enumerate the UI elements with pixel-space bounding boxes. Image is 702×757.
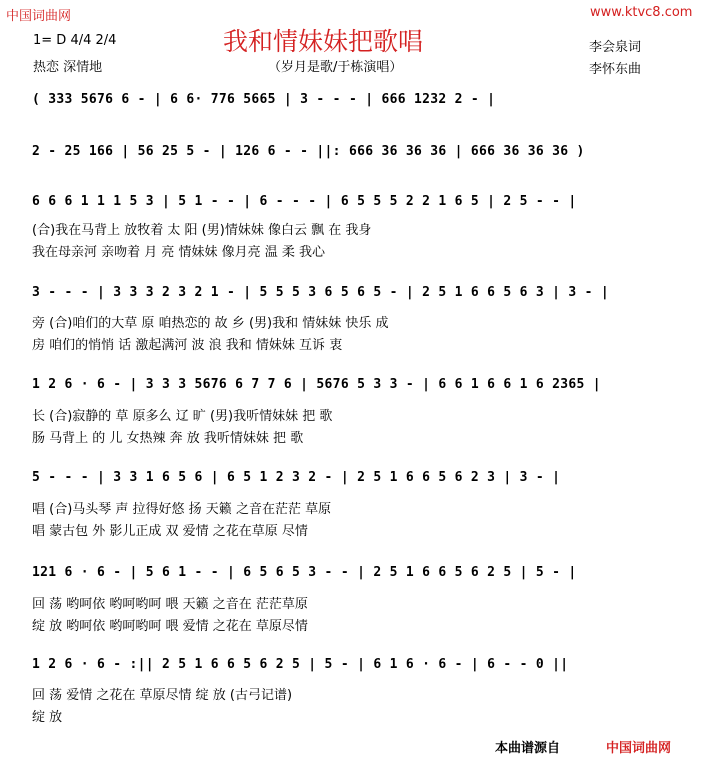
lyrics-line-7-verse-1: 回 荡 哟呵依 哟呵哟呵 喂 天籁 之音在 茫茫草原	[32, 597, 308, 612]
tempo-marking: 热恋 深情地	[33, 60, 103, 75]
score-line-8: 1 2 6 · 6 - :|| 2 5 1 6 6 5 6 2 5 | 5 - | 6 1 6 · 6 - | 6 - - 0 ||	[32, 657, 569, 672]
lyrics-line-4-verse-2: 房 咱们的悄悄 话 激起满河 波 浪 我和 情妹妹 互诉 衷	[32, 338, 343, 353]
score-line-7: 121 6 · 6 - | 5 6 1 - - | 6 5 6 5 3 - - | 2 5 1 6 6 5 6 2 5 | 5 - |	[32, 565, 577, 580]
score-line-2: 2 - 25 166 | 56 25 5 - | 126 6 - - ||: 666 36 36 36 | 666 36 36 36 )	[32, 144, 585, 159]
lyrics-line-4-verse-1: 旁 (合)咱们的大草 原 咱热恋的 故 乡 (男)我和 情妹妹 快乐 成	[32, 316, 389, 331]
song-title: 我和情妹妹把歌唱	[223, 27, 424, 56]
footer-source-label: 本曲谱源自	[495, 741, 561, 756]
lyrics-line-5-verse-2: 肠 马背上 的 儿 女热辣 奔 放 我听情妹妹 把 歌	[32, 431, 304, 446]
score-line-1: ( 333 5676 6 - | 6 6· 776 5665 | 3 - - - | 666 1232 2 - |	[32, 92, 496, 107]
site-url-right[interactable]: www.ktvc8.com	[590, 5, 693, 20]
song-source: （岁月是歌/于栋演唱）	[268, 60, 403, 75]
composer: 李怀东曲	[589, 62, 642, 77]
key-signature: 1= D 4/4 2/4	[33, 33, 117, 48]
lyrics-line-6-verse-2: 唱 蒙古包 外 影儿正成 双 爱情 之花在草原 尽情	[32, 524, 308, 539]
lyrics-line-8-verse-2: 绽 放	[32, 710, 63, 725]
score-line-4: 3 - - - | 3 3 3 2 3 2 1 - | 5 5 5 3 6 5 6 5 - | 2 5 1 6 6 5 6 3 | 3 - |	[32, 285, 609, 300]
lyrics-line-8-verse-1: 回 荡 爱情 之花在 草原尽情 绽 放 (古弓记谱)	[32, 688, 293, 703]
lyrics-line-5-verse-1: 长 (合)寂静的 草 原多么 辽 旷 (男)我听情妹妹 把 歌	[32, 409, 333, 424]
lyrics-line-6-verse-1: 唱 (合)马头琴 声 拉得好悠 扬 天籁 之音在茫茫 草原	[32, 502, 332, 517]
score-line-6: 5 - - - | 3 3 1 6 5 6 | 6 5 1 2 3 2 - | 2 5 1 6 6 5 6 2 3 | 3 - |	[32, 470, 561, 485]
lyrics-line-3-verse-1: (合)我在马背上 放牧着 太 阳 (男)情妹妹 像白云 飘 在 我身	[32, 223, 372, 238]
footer-source-site[interactable]: 中国词曲网	[606, 741, 672, 756]
score-line-5: 1 2 6 · 6 - | 3 3 3 5676 6 7 7 6 | 5676 5 3 3 - | 6 6 1 6 6 1 6 2365 |	[32, 377, 601, 392]
lyricist: 李会泉词	[589, 40, 642, 55]
site-name-left[interactable]: 中国词曲网	[6, 9, 72, 24]
score-line-3: 6 6 6 1 1 1 5 3 | 5 1 - - | 6 - - - | 6 5 5 5 2 2 1 6 5 | 2 5 - - |	[32, 194, 577, 209]
lyrics-line-7-verse-2: 绽 放 哟呵依 哟呵哟呵 喂 爱情 之花在 草原尽情	[32, 619, 308, 634]
lyrics-line-3-verse-2: 我在母亲河 亲吻着 月 亮 情妹妹 像月亮 温 柔 我心	[32, 245, 326, 260]
